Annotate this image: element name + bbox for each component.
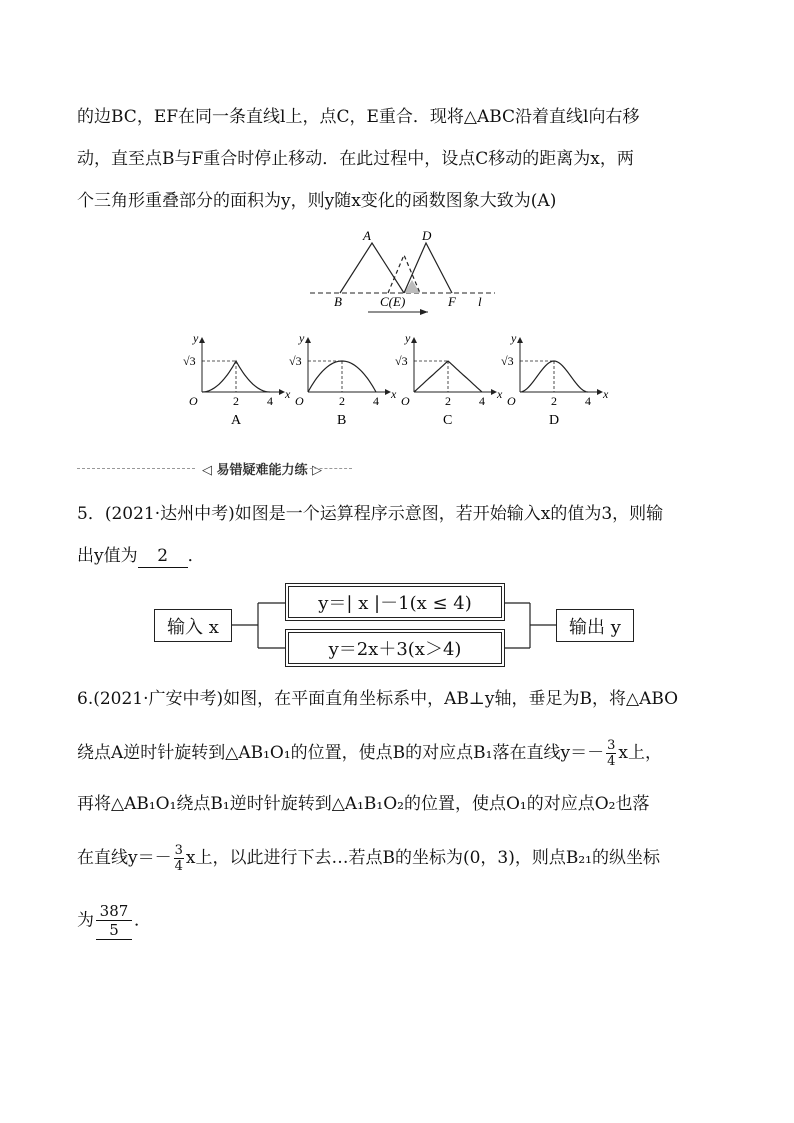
frac-num: 3 — [607, 738, 616, 753]
tick-4: 4 — [479, 394, 485, 408]
option-label: C — [443, 413, 453, 428]
answer-num: 387 — [96, 902, 132, 921]
problem5-line-1: 5．(2021·达州中考)如图是一个运算程序示意图，若开始输入x的值为3，则输 — [77, 504, 664, 524]
problem4-line-3: 个三角形重叠部分的面积为y，则y随x变化的函数图象大致为(A) — [77, 191, 557, 211]
problem6-line-5-prefix: 为 — [77, 910, 94, 931]
tick-4: 4 — [373, 394, 379, 408]
section-title: ◁ 易错疑难能力练 ▷ — [202, 463, 323, 478]
flow-branch-1-box — [285, 583, 505, 621]
answer-fraction — [96, 902, 132, 940]
sqrt3-label: √3 — [395, 354, 408, 368]
problem4-line-2: 动，直至点B与F重合时停止移动．在此过程中，设点C移动的距离为x，两 — [77, 149, 634, 169]
problem6-line-3: 再将△AB₁O₁绕点B₁逆时针旋转到△A₁B₁O₂的位置，使点O₁的对应点O₂也落 — [77, 794, 650, 814]
tick-2: 2 — [445, 394, 451, 408]
origin-label: O — [295, 394, 304, 408]
label-B: B — [334, 294, 342, 309]
tick-2: 2 — [551, 394, 557, 408]
problem6-line-5 — [77, 902, 151, 940]
problem5-prefix: 出y值为 — [77, 546, 138, 566]
label-F: F — [448, 294, 456, 309]
x-label: x — [497, 387, 503, 401]
frac-num-b: 3 — [174, 843, 183, 858]
flow-branch-2-label: y＝2x＋3(x＞4) — [328, 639, 462, 660]
origin-label: O — [189, 394, 198, 408]
flow-output-box — [556, 609, 634, 642]
frac-den: 4 — [607, 754, 616, 769]
flow-input-label: 输入 x — [167, 616, 219, 638]
y-label: y — [405, 331, 411, 345]
problem6-line-4-a: 在直线y＝－ — [77, 848, 172, 868]
answer-den: 5 — [109, 921, 119, 939]
label-l: l — [478, 294, 482, 309]
flow-output-label: 输出 y — [569, 616, 621, 638]
origin-label: O — [401, 394, 410, 408]
problem6-line-4 — [77, 843, 660, 874]
problem6-line-2-a: 绕点A逆时针旋转到△AB₁O₁的位置，使点B的对应点B₁落在直线y＝－ — [77, 743, 605, 763]
fraction-3-4 — [606, 738, 616, 769]
option-label: D — [549, 413, 560, 428]
origin-label: O — [507, 394, 516, 408]
y-label: y — [511, 331, 517, 345]
flow-branch-2-box — [285, 629, 505, 667]
problem6-line-1: 6.(2021·广安中考)如图，在平面直角坐标系中，AB⊥y轴，垂足为B，将△ABO — [77, 689, 679, 709]
flow-input-box — [154, 609, 232, 642]
problem6-line-4-b: x上，以此进行下去…若点B的坐标为(0，3)，则点B₂₁的纵坐标 — [185, 848, 660, 868]
x-label: x — [391, 387, 397, 401]
problem6-line-2-b: x上， — [618, 743, 662, 763]
y-label: y — [299, 331, 305, 345]
problem6-line-2 — [77, 738, 662, 769]
sqrt3-label: √3 — [501, 354, 514, 368]
tick-4: 4 — [267, 394, 273, 408]
tick-2: 2 — [339, 394, 345, 408]
x-label: x — [603, 387, 609, 401]
sqrt3-label: √3 — [289, 354, 302, 368]
option-label: A — [231, 413, 242, 428]
x-label: x — [285, 387, 291, 401]
label-CE: C(E) — [380, 294, 406, 309]
tick-2: 2 — [233, 394, 239, 408]
problem6-line-5-suffix: ． — [134, 910, 151, 931]
label-D: D — [422, 228, 432, 243]
option-label: B — [337, 413, 347, 428]
frac-den-b: 4 — [174, 859, 183, 874]
y-label: y — [193, 331, 199, 345]
flow-branch-1-label: y＝| x |－1(x ≤ 4) — [318, 593, 472, 614]
tick-4: 4 — [585, 394, 591, 408]
sqrt3-label: √3 — [183, 354, 196, 368]
fraction-3-4-b — [174, 843, 184, 874]
problem5-suffix: ． — [187, 546, 205, 566]
label-A: A — [363, 228, 371, 243]
problem4-line-1: 的边BC，EF在同一条直线l上，点C，E重合．现将△ABC沿着直线l向右移 — [77, 107, 640, 127]
problem5-answer: 2 — [138, 545, 188, 568]
